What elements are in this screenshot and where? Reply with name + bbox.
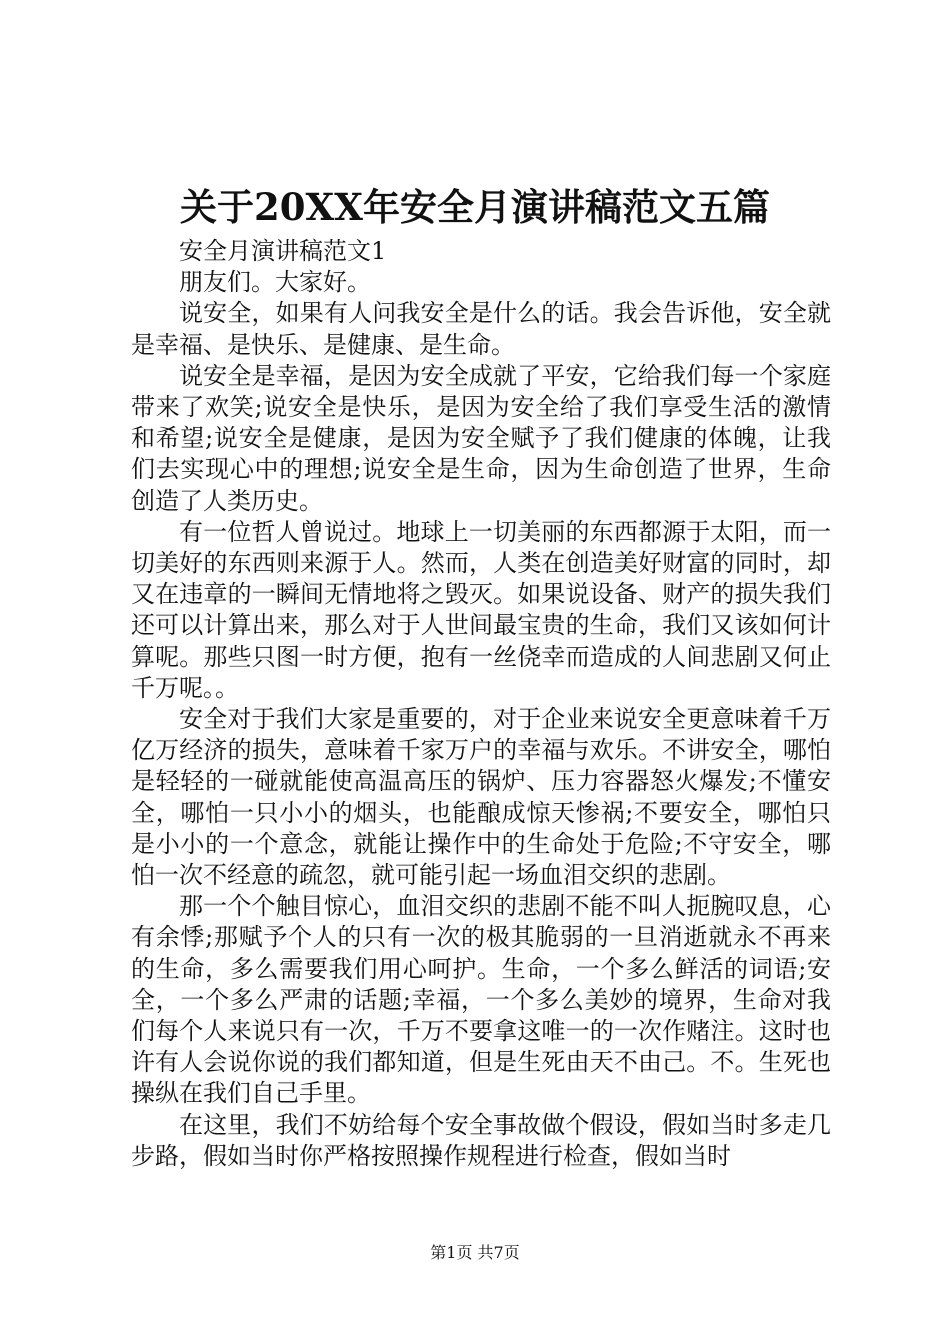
paragraph: 那一个个触目惊心，血泪交织的悲剧不能不叫人扼腕叹息，心有余悸;那赋予个人的只有一次的极其脆弱的一旦消逝就永不再来的生命，多么需要我们用心呵护。生命，一个多么鲜活的词语;安全，一个多么严肃的话题;幸福，一个多么美妙的境界，生命对我们每个人来说只有一次，千万不要拿这唯一的一次作赌注。这时也许有人会说你说的我们都知道，但是生死由天不由己。不。生死也操纵在我们自己手里。	[131, 892, 831, 1108]
paragraph: 有一位哲人曾说过。地球上一切美丽的东西都源于太阳，而一切美好的东西则来源于人。然而，人类在创造美好财富的同时，却又在违章的一瞬间无情地将之毁灭。如果说设备、财产的损失我们还可以计算出来，那么对于人世间最宝贵的生命，我们又该如何计算呢。那些只图一时方便，抱有一丝侥幸而造成的人间悲剧又何止千万呢。。	[131, 517, 831, 702]
page-number-footer: 第1页 共7页	[430, 1243, 520, 1262]
document-body	[131, 236, 831, 1172]
document-title: 关于20XX年安全月演讲稿范文五篇	[180, 185, 770, 229]
paragraph: 安全对于我们大家是重要的，对于企业来说安全更意味着千万亿万经济的损失，意味着千家万户的幸福与欢乐。不讲安全，哪怕是轻轻的一碰就能使高温高压的锅炉、压力容器怒火爆发;不懂安全，哪怕一只小小的烟头，也能酿成惊天惨祸;不要安全，哪怕只是小小的一个意念，就能让操作中的生命处于危险;不守安全，哪怕一次不经意的疏忽，就可能引起一场血泪交织的悲剧。	[131, 705, 831, 890]
paragraph: 说安全是幸福，是因为安全成就了平安，它给我们每一个家庭带来了欢笑;说安全是快乐，是因为安全给了我们享受生活的激情和希望;说安全是健康，是因为安全赋予了我们健康的体魄，让我们去实现心中的理想;说安全是生命，因为生命创造了世界，生命创造了人类历史。	[131, 361, 831, 515]
paragraph: 说安全，如果有人问我安全是什么的话。我会告诉他，安全就是幸福、是快乐、是健康、是生命。	[131, 299, 831, 359]
paragraph: 安全月演讲稿范文1	[179, 237, 387, 265]
paragraph: 朋友们。大家好。	[179, 268, 371, 297]
paragraph: 在这里，我们不妨给每个安全事故做个假设，假如当时多走几步路，假如当时你严格按照操作规程进行检查，假如当时	[131, 1110, 831, 1170]
